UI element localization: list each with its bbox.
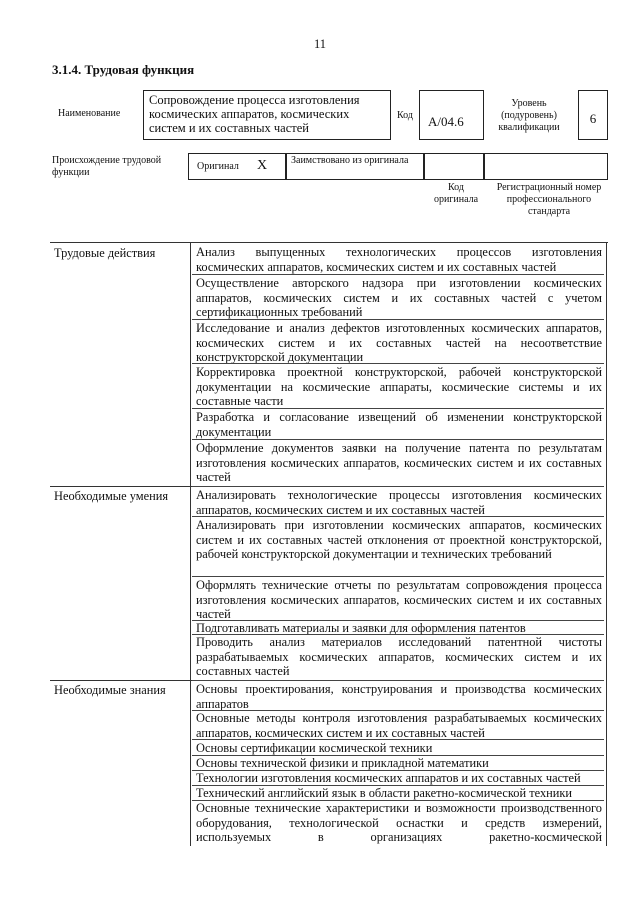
origin-label: Происхождение трудовой функции <box>52 155 162 178</box>
section-divider <box>50 680 192 681</box>
row-separator <box>192 516 604 517</box>
borrowed-label: Заимствовано из оригинала <box>286 153 424 180</box>
row-separator <box>192 274 604 275</box>
table-column-divider <box>190 242 191 846</box>
row-separator <box>192 680 604 681</box>
code-value: A/04.6 <box>419 90 484 140</box>
skill-item: Оформлять технические отчеты по результатам сопровождения процесса изготовления космических аппаратов, космических систем и их составных частей <box>196 578 602 622</box>
name-label: Наименование <box>58 108 121 119</box>
labor-action-item: Исследование и анализ дефектов изготовленных космических аппаратов, космических систем и их составных частей на несоответствие конструкторской документации <box>196 321 602 365</box>
row-separator <box>192 363 604 364</box>
knowledge-item: Технический английский язык в области ракетно-космической техники <box>196 786 573 800</box>
row-separator <box>192 408 604 409</box>
section-divider <box>50 486 192 487</box>
table-top-border <box>50 242 608 243</box>
row-separator <box>192 486 604 487</box>
code-caption: Код оригинала <box>433 182 479 205</box>
row-separator <box>192 439 604 440</box>
origin-original-box <box>188 153 286 180</box>
reg-caption: Регистрационный номер профессионального стандарта <box>496 182 602 217</box>
section-title-skills: Необходимые умения <box>54 489 169 503</box>
origin-code-box <box>424 153 484 180</box>
skill-item: Подготавливать материалы и заявки для оформления патентов <box>196 621 526 635</box>
row-separator <box>192 739 604 740</box>
skill-item: Анализировать при изготовлении космических аппаратов, космических систем и их составных частей отклонения от проектной конструкторской, рабочей конструкторской документации и технических требований <box>196 518 602 562</box>
knowledge-item: Основы сертификации космической техники <box>196 741 433 755</box>
skill-item: Проводить анализ материалов исследований патентной чистоты разрабатываемых космических аппаратов, космических систем и их составных частей <box>196 635 602 679</box>
section-title-knowledge: Необходимые знания <box>54 683 166 697</box>
code-label: Код <box>397 110 413 121</box>
origin-reg-box <box>484 153 608 180</box>
page-number: 11 <box>313 37 327 51</box>
row-separator <box>192 319 604 320</box>
table-right-border <box>606 242 607 846</box>
level-value: 6 <box>578 90 608 140</box>
original-label: Оригинал <box>197 161 239 172</box>
original-mark: X <box>257 158 268 173</box>
knowledge-item: Основы проектирования, конструирования и производства космических аппаратов <box>196 682 602 711</box>
labor-action-item: Анализ выпущенных технологических процессов изготовления космических аппаратов, космических систем и их составных частей <box>196 245 602 274</box>
skill-item: Анализировать технологические процессы изготовления космических аппаратов, космических систем и их составных частей <box>196 488 602 517</box>
labor-action-item: Разработка и согласование извещений об изменении конструкторской документации <box>196 410 602 439</box>
section-title-labor-actions: Трудовые действия <box>54 246 156 260</box>
knowledge-item: Основные технические характеристики и возможности производственного оборудования, технологической оснастки и средств измерений, используемых в организациях ракетно-космической <box>196 801 602 845</box>
name-value: Сопровождение процесса изготовления космических аппаратов, космических систем и их составных частей <box>143 90 391 140</box>
knowledge-item: Основные методы контроля изготовления разрабатываемых космических аппаратов, космических систем и их составных частей <box>196 711 602 740</box>
row-separator <box>192 576 604 577</box>
knowledge-item: Основы технической физики и прикладной математики <box>196 756 489 770</box>
labor-action-item: Оформление документов заявки на получение патента по результатам изготовления космических аппаратов, космических систем и их составных частей <box>196 441 602 485</box>
level-label: Уровень (подуровень) квалификации <box>498 98 560 133</box>
labor-action-item: Корректировка проектной конструкторской, рабочей конструкторской документации на космические аппараты, космические системы и их составные части <box>196 365 602 409</box>
knowledge-item: Технологии изготовления космических аппаратов и их составных частей <box>196 771 581 785</box>
labor-action-item: Осуществление авторского надзора при изготовлении космических аппаратов, космических систем и их составных частей с учетом сертификационных требований <box>196 276 602 320</box>
section-title: 3.1.4. Трудовая функция <box>52 62 195 77</box>
